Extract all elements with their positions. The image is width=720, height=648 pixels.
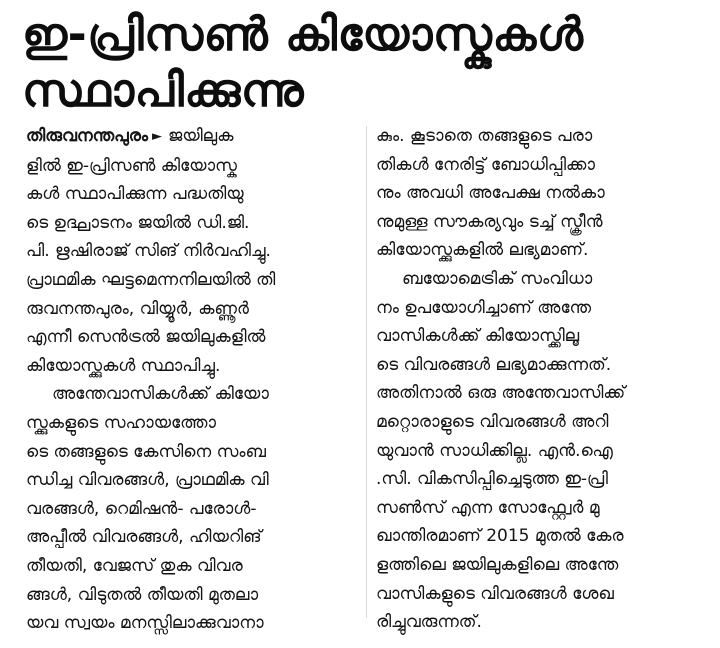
article-line — [376, 465, 702, 494]
article-line-text: .സി. വികസിപ്പിച്ചെടുത്ത ഇ-പ്രി — [376, 469, 608, 490]
article-line-text: ളിൽ ഇ-പ്രിസൺ കിയോസ്കു — [26, 155, 237, 176]
triangle-arrow-icon: ► — [152, 129, 162, 144]
article-line — [26, 352, 371, 381]
article-line-text: ന്ധിച്ച വിവരങ്ങൾ, പ്രാഥമിക വി — [26, 470, 269, 491]
article-line — [376, 551, 702, 580]
article-line-text: ടെ തങ്ങളുടെ കേസിനെ സംബ — [26, 441, 266, 462]
article-line — [26, 552, 371, 581]
headline — [22, 6, 702, 118]
article-line-text: രുവനന്തപുരം, വിയ്യൂർ, കണ്ണൂർ — [26, 298, 249, 319]
article-line-text: കൾ സ്ഥാപിക്കുന്ന പദ്ധതിയു — [26, 184, 244, 205]
article-line — [26, 466, 371, 495]
article-line-text: കിയോസ്ക്കുകൾ സ്ഥാപിച്ചു. — [26, 355, 221, 376]
article-line — [376, 179, 702, 208]
article-line — [26, 237, 371, 266]
article-line-text: ടെ ഉദ്ഘാടനം ജയിൽ ഡി.ജി. — [26, 212, 250, 233]
article-line — [26, 266, 371, 295]
article-line — [376, 408, 702, 437]
article-line — [26, 122, 371, 152]
article-line — [26, 438, 371, 467]
article-line-text: പി. ഋഷിരാജ് സിങ് നിർവഹിച്ചു. — [26, 241, 271, 262]
article-line-text: രിച്ചുവരുന്നത്. — [376, 612, 482, 633]
article-line-text: വാസികളുടെ വിവരങ്ങൾ ശേഖ — [376, 583, 614, 604]
article-line-text: വാസികൾക്ക് കിയോസ്ക്കിലൂ — [376, 326, 580, 347]
article-line-text: കും. കൂടാതെ തങ്ങളുടെ പരാ — [376, 126, 593, 146]
article-line-text: സൺസ് എന്ന സോഫ്റ്റ്വേർ മു — [376, 497, 600, 518]
article-line-text: സ്ക്കുകളുടെ സഹായത്തോ — [26, 412, 216, 433]
article-line-text: അന്തേവാസികൾക്ക് കിയോ — [52, 384, 269, 405]
article-line — [26, 180, 371, 209]
article-line-text: കിയോസ്ക്കുകളിൽ ലഭ്യമാണ്. — [376, 240, 589, 261]
article-line — [26, 209, 371, 238]
article-line — [376, 379, 702, 408]
article-right-column — [376, 122, 702, 637]
headline-line-2: സ്ഥാപിക്കുന്നു — [22, 63, 305, 117]
article-line-text: അപ്പീൽ വിവരങ്ങൾ, ഹിയറിങ് — [26, 527, 262, 548]
article-line-text: തികൾ നേരിട്ട് ബോധിപ്പിക്കാ — [376, 154, 595, 175]
article-line-text: എന്നീ സെൻട്രൽ ജയിലുകളിൽ — [26, 327, 266, 348]
article-line — [26, 152, 371, 181]
article-line — [376, 322, 702, 351]
article-line-text: നുമുള്ള സൗകര്യവും ടച്ച് സ്ക്രീൻ — [376, 211, 603, 232]
headline-line-1: ഇ-പ്രിസൺ കിയോസ്കുകൾ — [22, 7, 584, 61]
article-line — [376, 351, 702, 380]
article-line — [26, 380, 371, 409]
article-line-text: ബയോമെട്രിക് സംവിധാ — [402, 268, 593, 289]
article-line-text: ളത്തിലെ ജയിലുകളിലെ അന്തേ — [376, 554, 619, 575]
dateline: തിരുവനന്തപുരം — [26, 126, 148, 146]
article-line-text: ജയിലുക — [168, 126, 234, 146]
article-line-text: യുവാൻ സാധിക്കില്ല. എൻ.ഐ — [376, 440, 613, 461]
article-line — [26, 409, 371, 438]
article-line-text: നം ഉപയോഗിച്ചാണ് അന്തേ — [376, 297, 591, 318]
article-line — [26, 523, 371, 552]
article-line — [376, 265, 702, 294]
article-line — [376, 151, 702, 180]
article-line-text: മറ്റൊരാളുടെ വിവരങ്ങൾ അറി — [376, 411, 609, 432]
article-line-text: ടെ വിവരങ്ങൾ ലഭ്യമാക്കുന്നത്. — [376, 354, 612, 375]
article-line — [376, 294, 702, 323]
article-line — [376, 437, 702, 466]
article-line-text: അതിനാൽ ഒരു അന്തേവാസിക്ക് — [376, 383, 626, 404]
article-line-text: നും അവധി അപേക്ഷ നൽകാ — [376, 183, 605, 204]
article-line — [376, 580, 702, 609]
article-left-column — [26, 122, 371, 638]
article-line — [26, 323, 371, 352]
article-line — [26, 581, 371, 610]
article-line — [376, 208, 702, 237]
article-line-text: വരങ്ങൾ, റെമിഷൻ- പരോൾ- — [26, 498, 257, 519]
article-line-text: ങ്ങൾ, വിടുതൽ തീയതി മുതലാ — [26, 584, 259, 605]
article-line — [26, 295, 371, 324]
article-line — [376, 522, 702, 551]
article-line — [26, 495, 371, 524]
article-line-text: യവ സ്വയം മനസ്സിലാക്കുവാനാ — [26, 613, 264, 634]
article-line-text: ഖാന്തിരമാണ് 2015 മുതൽ കേര — [376, 526, 624, 547]
article-line-text: തീയതി, വേജസ് തുക വിവര — [26, 555, 243, 576]
article-line — [26, 609, 371, 638]
article-line — [376, 608, 702, 637]
article-line-text: പ്രാഥമിക ഘട്ടമെന്നനിലയിൽ തി — [26, 269, 276, 290]
article-line — [376, 494, 702, 523]
article-line — [376, 236, 702, 265]
article-line — [376, 122, 702, 151]
